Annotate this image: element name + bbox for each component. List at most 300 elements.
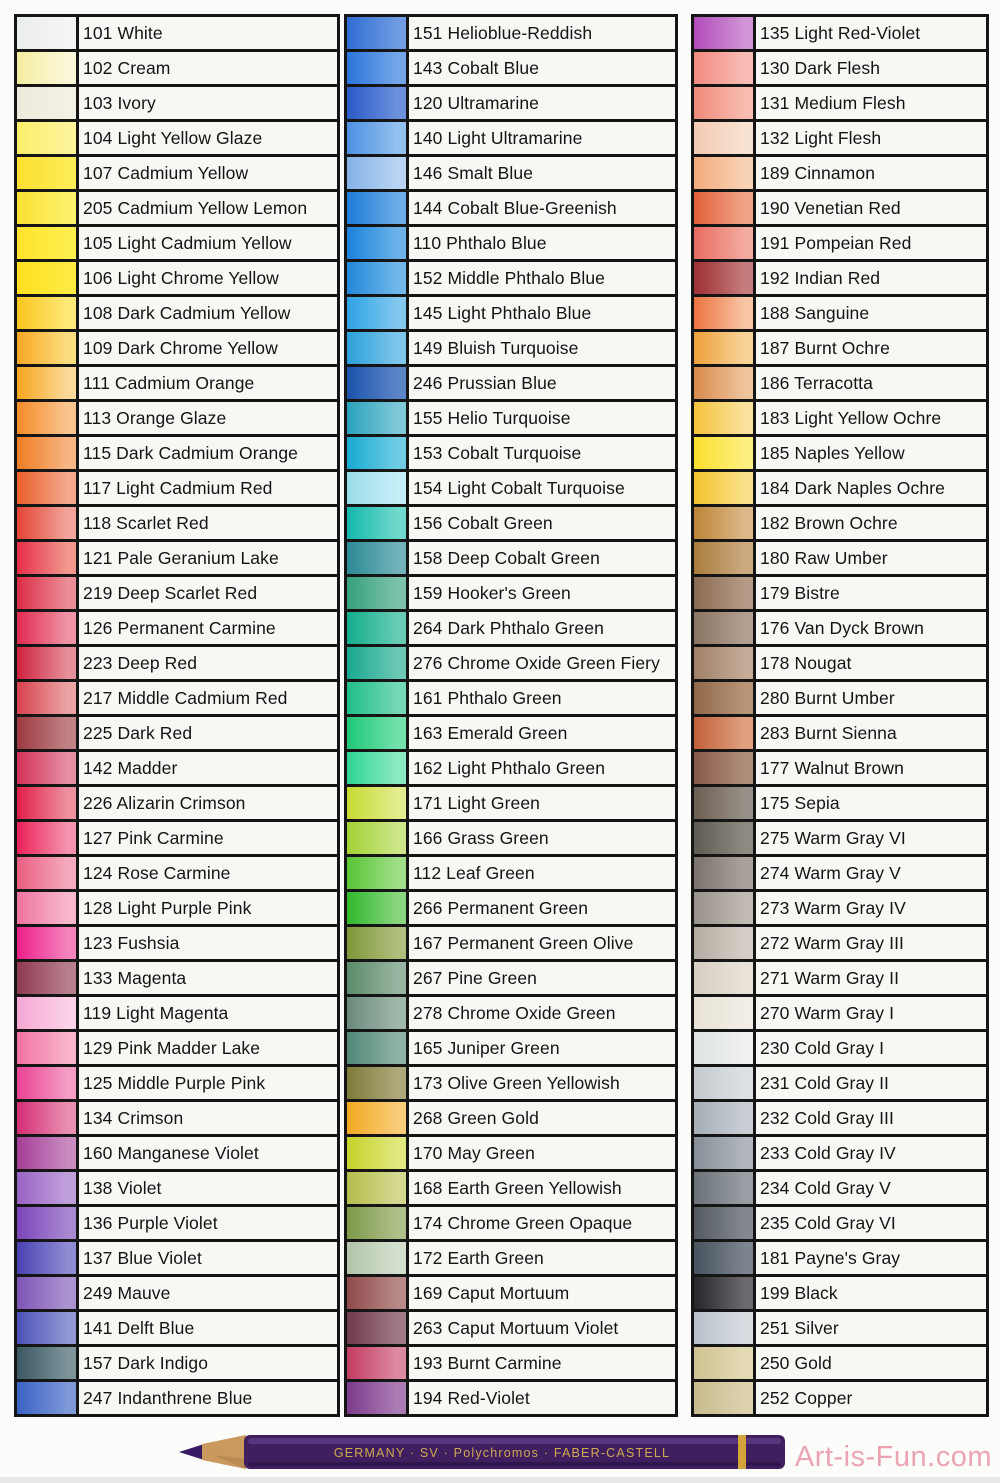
color-swatch xyxy=(347,577,409,609)
color-label: 131 Medium Flesh xyxy=(760,93,906,113)
color-label: 275 Warm Gray VI xyxy=(760,828,906,848)
color-swatch xyxy=(17,1172,79,1204)
color-swatch xyxy=(694,612,756,644)
color-row xyxy=(17,17,337,52)
color-label: 175 Sepia xyxy=(760,793,840,813)
color-swatch xyxy=(347,1032,409,1064)
color-swatch xyxy=(17,507,79,539)
color-row xyxy=(347,227,675,262)
color-swatch xyxy=(17,577,79,609)
color-swatch xyxy=(694,822,756,854)
color-label: 174 Chrome Green Opaque xyxy=(413,1213,633,1233)
color-swatch xyxy=(347,297,409,329)
color-row xyxy=(694,647,986,682)
color-label: 267 Pine Green xyxy=(413,968,537,988)
color-swatch xyxy=(17,962,79,994)
color-row xyxy=(694,332,986,367)
color-row xyxy=(17,577,337,612)
scan-edge-strip xyxy=(0,1477,1000,1483)
color-row xyxy=(347,1277,675,1312)
color-label: 170 May Green xyxy=(413,1143,535,1163)
color-swatch xyxy=(347,192,409,224)
color-row xyxy=(347,507,675,542)
color-label: 145 Light Phthalo Blue xyxy=(413,303,592,323)
color-swatch xyxy=(17,1207,79,1239)
color-label: 188 Sanguine xyxy=(760,303,870,323)
color-row xyxy=(694,752,986,787)
color-swatch xyxy=(17,297,79,329)
color-swatch xyxy=(694,857,756,889)
color-row xyxy=(347,892,675,927)
color-row xyxy=(694,1032,986,1067)
color-swatch xyxy=(694,507,756,539)
color-swatch xyxy=(17,717,79,749)
color-row xyxy=(17,997,337,1032)
color-swatch xyxy=(17,647,79,679)
color-swatch xyxy=(17,822,79,854)
color-swatch xyxy=(17,227,79,259)
color-label: 128 Light Purple Pink xyxy=(83,898,252,918)
color-row xyxy=(17,1137,337,1172)
color-label: 107 Cadmium Yellow xyxy=(83,163,249,183)
color-row xyxy=(17,612,337,647)
color-row xyxy=(347,297,675,332)
color-label: 129 Pink Madder Lake xyxy=(83,1038,261,1058)
color-row xyxy=(17,1347,337,1382)
color-label: 127 Pink Carmine xyxy=(83,828,224,848)
color-row xyxy=(694,1172,986,1207)
color-swatch xyxy=(347,787,409,819)
color-row xyxy=(694,1347,986,1382)
color-label: 234 Cold Gray V xyxy=(760,1178,891,1198)
color-swatch xyxy=(347,1172,409,1204)
color-row xyxy=(17,1382,337,1414)
color-row xyxy=(17,227,337,262)
color-row xyxy=(694,787,986,822)
color-swatch xyxy=(347,1242,409,1274)
color-row xyxy=(347,192,675,227)
color-label: 268 Green Gold xyxy=(413,1108,539,1128)
color-row xyxy=(17,437,337,472)
color-label: 105 Light Cadmium Yellow xyxy=(83,233,292,253)
color-row xyxy=(17,332,337,367)
color-label: 178 Nougat xyxy=(760,653,852,673)
color-row xyxy=(694,612,986,647)
pencil-lead-tip xyxy=(179,1444,204,1460)
color-row xyxy=(347,1137,675,1172)
color-row xyxy=(347,717,675,752)
color-row xyxy=(17,122,337,157)
color-swatch xyxy=(347,1277,409,1309)
color-label: 138 Violet xyxy=(83,1178,162,1198)
color-swatch xyxy=(347,507,409,539)
color-swatch xyxy=(347,1137,409,1169)
color-label: 119 Light Magenta xyxy=(83,1003,229,1023)
color-label: 189 Cinnamon xyxy=(760,163,876,183)
color-row xyxy=(347,822,675,857)
color-label: 182 Brown Ochre xyxy=(760,513,898,533)
color-label: 235 Cold Gray VI xyxy=(760,1213,896,1233)
color-label: 226 Alizarin Crimson xyxy=(83,793,246,813)
color-label: 176 Van Dyck Brown xyxy=(760,618,924,638)
color-label: 205 Cadmium Yellow Lemon xyxy=(83,198,308,218)
color-label: 233 Cold Gray IV xyxy=(760,1143,896,1163)
color-row xyxy=(694,227,986,262)
color-swatch xyxy=(347,822,409,854)
color-row xyxy=(694,927,986,962)
color-row xyxy=(694,157,986,192)
color-swatch xyxy=(694,542,756,574)
color-label: 172 Earth Green xyxy=(413,1248,544,1268)
color-row xyxy=(17,192,337,227)
color-label: 185 Naples Yellow xyxy=(760,443,905,463)
color-label: 250 Gold xyxy=(760,1353,832,1373)
color-label: 231 Cold Gray II xyxy=(760,1073,890,1093)
color-swatch xyxy=(347,927,409,959)
color-swatch xyxy=(17,542,79,574)
pencil-imprint: GERMANY · SV · Polychromos · FABER-CASTELL xyxy=(333,1446,671,1460)
color-swatch xyxy=(694,1277,756,1309)
color-label: 247 Indanthrene Blue xyxy=(83,1388,253,1408)
color-swatch xyxy=(17,1347,79,1379)
color-label: 252 Copper xyxy=(760,1388,853,1408)
color-swatch xyxy=(17,332,79,364)
color-row xyxy=(17,1207,337,1242)
color-label: 168 Earth Green Yellowish xyxy=(413,1178,622,1198)
color-swatch xyxy=(17,262,79,294)
color-row xyxy=(694,717,986,752)
pencil-gold-band xyxy=(738,1435,746,1469)
color-row xyxy=(17,647,337,682)
color-label: 193 Burnt Carmine xyxy=(413,1353,562,1373)
color-label: 142 Madder xyxy=(83,758,178,778)
color-label: 136 Purple Violet xyxy=(83,1213,218,1233)
color-label: 101 White xyxy=(83,23,163,43)
color-label: 102 Cream xyxy=(83,58,171,78)
color-label: 273 Warm Gray IV xyxy=(760,898,906,918)
color-swatch xyxy=(347,682,409,714)
color-row xyxy=(17,787,337,822)
color-row xyxy=(347,52,675,87)
color-row xyxy=(347,1102,675,1137)
color-label: 183 Light Yellow Ochre xyxy=(760,408,942,428)
color-row xyxy=(694,1137,986,1172)
color-label: 274 Warm Gray V xyxy=(760,863,901,883)
pencil-shadow-edge xyxy=(248,1462,781,1466)
color-label: 154 Light Cobalt Turquoise xyxy=(413,478,625,498)
color-row xyxy=(347,367,675,402)
color-swatch xyxy=(694,402,756,434)
color-row xyxy=(694,1067,986,1102)
color-row xyxy=(347,122,675,157)
color-swatch xyxy=(347,1067,409,1099)
color-swatch xyxy=(347,472,409,504)
color-row xyxy=(694,1312,986,1347)
color-row xyxy=(17,402,337,437)
color-row xyxy=(17,1102,337,1137)
color-label: 246 Prussian Blue xyxy=(413,373,557,393)
color-swatch xyxy=(347,1207,409,1239)
color-swatch xyxy=(347,262,409,294)
color-swatch xyxy=(347,122,409,154)
color-row xyxy=(347,17,675,52)
color-swatch xyxy=(347,17,409,49)
color-swatch xyxy=(17,87,79,119)
color-row xyxy=(347,647,675,682)
color-label: 173 Olive Green Yellowish xyxy=(413,1073,620,1093)
color-label: 223 Deep Red xyxy=(83,653,198,673)
color-label: 272 Warm Gray III xyxy=(760,933,904,953)
color-label: 103 Ivory xyxy=(83,93,156,113)
color-row xyxy=(694,52,986,87)
color-row xyxy=(694,297,986,332)
color-swatch xyxy=(17,752,79,784)
color-swatch xyxy=(694,157,756,189)
color-swatch xyxy=(17,787,79,819)
color-row xyxy=(347,1172,675,1207)
color-row xyxy=(694,472,986,507)
color-label: 225 Dark Red xyxy=(83,723,193,743)
color-swatch xyxy=(17,612,79,644)
color-label: 153 Cobalt Turquoise xyxy=(413,443,582,463)
color-label: 146 Smalt Blue xyxy=(413,163,534,183)
color-label: 159 Hooker's Green xyxy=(413,583,571,603)
color-swatch xyxy=(694,892,756,924)
color-label: 137 Blue Violet xyxy=(83,1248,202,1268)
color-row xyxy=(17,892,337,927)
color-label: 120 Ultramarine xyxy=(413,93,539,113)
color-row xyxy=(17,472,337,507)
color-label: 251 Silver xyxy=(760,1318,839,1338)
color-swatch xyxy=(347,367,409,399)
color-label: 110 Phthalo Blue xyxy=(413,233,547,253)
color-swatch xyxy=(17,192,79,224)
color-swatch xyxy=(694,1172,756,1204)
color-swatch xyxy=(347,612,409,644)
color-row xyxy=(347,437,675,472)
color-swatch xyxy=(347,892,409,924)
color-label: 144 Cobalt Blue-Greenish xyxy=(413,198,617,218)
color-row xyxy=(17,682,337,717)
color-row xyxy=(694,997,986,1032)
color-row xyxy=(694,507,986,542)
color-label: 264 Dark Phthalo Green xyxy=(413,618,604,638)
color-row xyxy=(694,682,986,717)
color-row xyxy=(17,1242,337,1277)
color-row xyxy=(17,87,337,122)
color-swatch xyxy=(694,367,756,399)
color-row xyxy=(694,1382,986,1414)
color-swatch xyxy=(694,1207,756,1239)
color-label: 184 Dark Naples Ochre xyxy=(760,478,945,498)
color-swatch xyxy=(347,857,409,889)
color-label: 166 Grass Green xyxy=(413,828,549,848)
color-row xyxy=(347,997,675,1032)
color-swatch xyxy=(17,367,79,399)
color-row xyxy=(694,17,986,52)
color-row xyxy=(347,787,675,822)
color-label: 191 Pompeian Red xyxy=(760,233,912,253)
color-swatch xyxy=(694,997,756,1029)
color-row xyxy=(17,822,337,857)
color-swatch xyxy=(17,1382,79,1414)
color-label: 157 Dark Indigo xyxy=(83,1353,209,1373)
color-row xyxy=(347,752,675,787)
color-label: 163 Emerald Green xyxy=(413,723,568,743)
color-swatch xyxy=(347,437,409,469)
color-swatch xyxy=(347,52,409,84)
color-row xyxy=(694,822,986,857)
color-swatch xyxy=(694,437,756,469)
color-swatch xyxy=(694,1137,756,1169)
color-label: 143 Cobalt Blue xyxy=(413,58,540,78)
color-swatch xyxy=(17,997,79,1029)
color-swatch xyxy=(694,122,756,154)
color-label: 199 Black xyxy=(760,1283,838,1303)
color-swatch xyxy=(694,1032,756,1064)
color-label: 280 Burnt Umber xyxy=(760,688,895,708)
color-label: 118 Scarlet Red xyxy=(83,513,209,533)
color-row xyxy=(17,1032,337,1067)
color-label: 124 Rose Carmine xyxy=(83,863,231,883)
color-row xyxy=(17,857,337,892)
color-label: 126 Permanent Carmine xyxy=(83,618,276,638)
color-swatch xyxy=(17,1137,79,1169)
color-label: 113 Orange Glaze xyxy=(83,408,227,428)
color-label: 165 Juniper Green xyxy=(413,1038,560,1058)
color-label: 111 Cadmium Orange xyxy=(83,373,255,393)
color-label: 149 Bluish Turquoise xyxy=(413,338,579,358)
color-swatch xyxy=(347,1312,409,1344)
color-row xyxy=(347,1382,675,1414)
color-swatch xyxy=(17,1242,79,1274)
color-row xyxy=(694,892,986,927)
color-label: 130 Dark Flesh xyxy=(760,58,881,78)
pencil-image xyxy=(172,1433,817,1471)
color-label: 271 Warm Gray II xyxy=(760,968,900,988)
color-label: 133 Magenta xyxy=(83,968,187,988)
color-label: 156 Cobalt Green xyxy=(413,513,553,533)
color-label: 171 Light Green xyxy=(413,793,541,813)
color-swatch xyxy=(694,647,756,679)
color-label: 217 Middle Cadmium Red xyxy=(83,688,288,708)
color-row xyxy=(17,1067,337,1102)
color-row xyxy=(17,717,337,752)
color-swatch xyxy=(17,927,79,959)
color-row xyxy=(17,262,337,297)
color-swatch xyxy=(694,332,756,364)
color-swatch xyxy=(17,402,79,434)
color-row xyxy=(694,542,986,577)
color-swatch xyxy=(694,262,756,294)
color-swatch xyxy=(17,892,79,924)
color-label: 169 Caput Mortuum xyxy=(413,1283,570,1303)
color-label: 278 Chrome Oxide Green xyxy=(413,1003,616,1023)
color-swatch xyxy=(694,752,756,784)
color-label: 186 Terracotta xyxy=(760,373,873,393)
color-swatch xyxy=(694,1242,756,1274)
color-row xyxy=(694,262,986,297)
color-row xyxy=(694,122,986,157)
color-label: 276 Chrome Oxide Green Fiery xyxy=(413,653,660,673)
color-column-3 xyxy=(691,14,989,1417)
color-swatch xyxy=(347,1347,409,1379)
color-label: 249 Mauve xyxy=(83,1283,171,1303)
color-row xyxy=(17,752,337,787)
color-label: 117 Light Cadmium Red xyxy=(83,478,273,498)
color-row xyxy=(347,1312,675,1347)
color-swatch xyxy=(347,1102,409,1134)
color-swatch xyxy=(694,1067,756,1099)
color-swatch xyxy=(347,157,409,189)
color-row xyxy=(694,402,986,437)
color-label: 123 Fushsia xyxy=(83,933,180,953)
color-row xyxy=(347,472,675,507)
color-row xyxy=(347,962,675,997)
color-label: 179 Bistre xyxy=(760,583,840,603)
color-swatch xyxy=(17,122,79,154)
color-swatch xyxy=(694,227,756,259)
color-label: 134 Crimson xyxy=(83,1108,184,1128)
color-row xyxy=(17,507,337,542)
color-row xyxy=(17,1312,337,1347)
color-label: 140 Light Ultramarine xyxy=(413,128,583,148)
color-row xyxy=(347,682,675,717)
color-label: 192 Indian Red xyxy=(760,268,881,288)
color-label: 160 Manganese Violet xyxy=(83,1143,259,1163)
color-row xyxy=(17,542,337,577)
color-label: 270 Warm Gray I xyxy=(760,1003,895,1023)
color-label: 104 Light Yellow Glaze xyxy=(83,128,263,148)
color-label: 109 Dark Chrome Yellow xyxy=(83,338,278,358)
color-swatch xyxy=(347,542,409,574)
color-swatch xyxy=(17,157,79,189)
color-row xyxy=(694,1242,986,1277)
color-row xyxy=(694,1102,986,1137)
color-label: 112 Leaf Green xyxy=(413,863,535,883)
color-swatch xyxy=(347,717,409,749)
color-label: 266 Permanent Green xyxy=(413,898,589,918)
color-swatch xyxy=(694,1312,756,1344)
color-row xyxy=(347,542,675,577)
color-label: 151 Helioblue-Reddish xyxy=(413,23,593,43)
color-row xyxy=(17,927,337,962)
color-swatch xyxy=(694,962,756,994)
color-swatch xyxy=(694,192,756,224)
color-row xyxy=(347,1067,675,1102)
color-column-1 xyxy=(14,14,340,1417)
watermark-site-name: Art-is-Fun.com xyxy=(794,1441,992,1473)
color-swatch xyxy=(347,227,409,259)
color-label: 152 Middle Phthalo Blue xyxy=(413,268,606,288)
color-swatch xyxy=(694,577,756,609)
color-swatch xyxy=(694,52,756,84)
color-row xyxy=(347,402,675,437)
color-swatch xyxy=(17,437,79,469)
color-swatch xyxy=(17,472,79,504)
color-swatch xyxy=(694,1347,756,1379)
color-row xyxy=(694,192,986,227)
color-swatch xyxy=(17,1032,79,1064)
pencil-sheen xyxy=(248,1438,781,1444)
color-label: 167 Permanent Green Olive xyxy=(413,933,634,953)
color-swatch xyxy=(694,787,756,819)
color-swatch xyxy=(694,17,756,49)
color-row xyxy=(347,857,675,892)
color-row xyxy=(347,1032,675,1067)
color-swatch xyxy=(694,717,756,749)
color-swatch xyxy=(17,1067,79,1099)
